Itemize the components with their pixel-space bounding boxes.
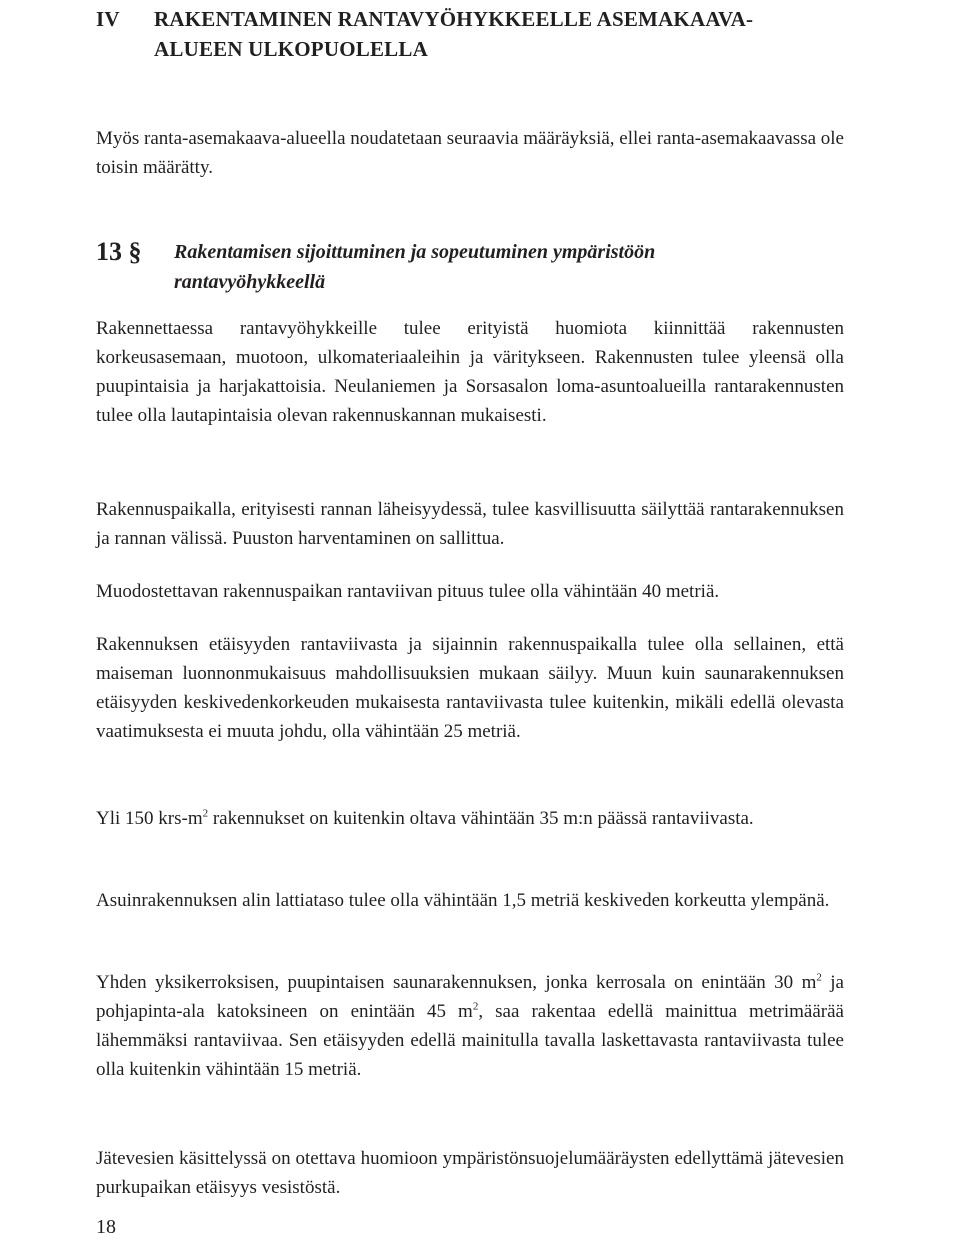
paragraph-7	[96, 968, 844, 1084]
chapter-title-line-2: ALUEEN ULKOPUOLELLA	[154, 37, 428, 61]
chapter-heading	[96, 4, 856, 64]
paragraph-5-superscript: 2	[202, 807, 209, 820]
section-title-line-1: Rakentamisen sijoittuminen ja sopeutuminen ympäristöön	[174, 241, 656, 263]
chapter-number: IV	[96, 7, 120, 31]
paragraph-6: Asuinrakennuksen alin lattiataso tulee olla vähintään 1,5 metriä keskiveden korkeutta ylempänä.	[96, 890, 830, 911]
paragraph-7-superscript-2: 2	[472, 1000, 479, 1013]
section-heading	[96, 237, 856, 297]
paragraph-3: Muodostettavan rakennuspaikan rantaviivan pituus tulee olla vähintään 40 metriä.	[96, 581, 720, 602]
intro-paragraph: Myös ranta-asemakaava-alueella noudatetaan seuraavia määräyksiä, ellei ranta-asemakaavassa ole toisin määrätty.	[96, 128, 844, 178]
paragraph-7-part-c: , saa rakentaa edellä mainittua metrimäärää lähemmäksi rantaviivaa. Sen etäisyyden edellä mainitulla tavalla laskettavasta rantaviivasta tulee olla kuitenkin vähintään 15 metriä.	[96, 1001, 844, 1080]
paragraph-4: Rakennuksen etäisyyden rantaviivasta ja sijainnin rakennuspaikalla tulee olla sellainen, että maiseman luonnonmukaisuus mahdollisuuksien mukaan säilyy. Muun kuin saunarakennuksen etäisyyden keskivedenkorkeuden mukaisesta rantaviivasta tulee kuitenkin, mikäli edellä olevasta vaatimuksesta ei muuta johdu, olla vähintään 25 metriä.	[96, 634, 844, 742]
paragraph-7-part-a: Yhden yksikerroksisen, puupintaisen saunarakennuksen, jonka kerrosala on enintään 30 m	[96, 972, 817, 993]
paragraph-7-part-b: ja pohjapinta-ala katoksineen on enintään 45 m	[96, 972, 844, 1022]
paragraph-2: Rakennuspaikalla, erityisesti rannan läheisyydessä, tulee kasvillisuutta säilyttää rantarakennuksen ja rannan välissä. Puuston harventaminen on sallittua.	[96, 499, 844, 549]
paragraph-5	[96, 804, 844, 833]
section-title-line-2: rantavyöhykkeellä	[174, 271, 326, 293]
paragraph-5-part-a: Yli 150 krs-m	[96, 808, 203, 829]
paragraph-7-superscript-1: 2	[816, 971, 822, 984]
paragraph-8: Jätevesien käsittelyssä on otettava huomioon ympäristönsuojelumääräysten edellyttämä jätevesien purkupaikan etäisyys vesistöstä.	[96, 1148, 844, 1198]
chapter-title-line-1: RAKENTAMINEN RANTAVYÖHYKKEELLE ASEMAKAAVA-	[154, 7, 754, 31]
section-number: 13 §	[96, 237, 142, 266]
paragraph-1: Rakennettaessa rantavyöhykkeille tulee erityistä huomiota kiinnittää rakennusten korkeusasemaan, muotoon, ulkomateriaaleihin ja väritykseen. Rakennusten tulee yleensä olla puupintaisia ja harjakattoisia. Neulaniemen ja Sorsasalon loma-asuntoalueilla rantarakennusten tulee olla lautapintaisia olevan rakennuskannan mukaisesti.	[96, 318, 844, 426]
paragraph-5-part-b: rakennukset on kuitenkin oltava vähintään 35 m:n päässä rantaviivasta.	[208, 808, 754, 829]
page-number: 18	[96, 1216, 116, 1238]
section-title	[174, 237, 856, 297]
chapter-title	[154, 4, 856, 64]
